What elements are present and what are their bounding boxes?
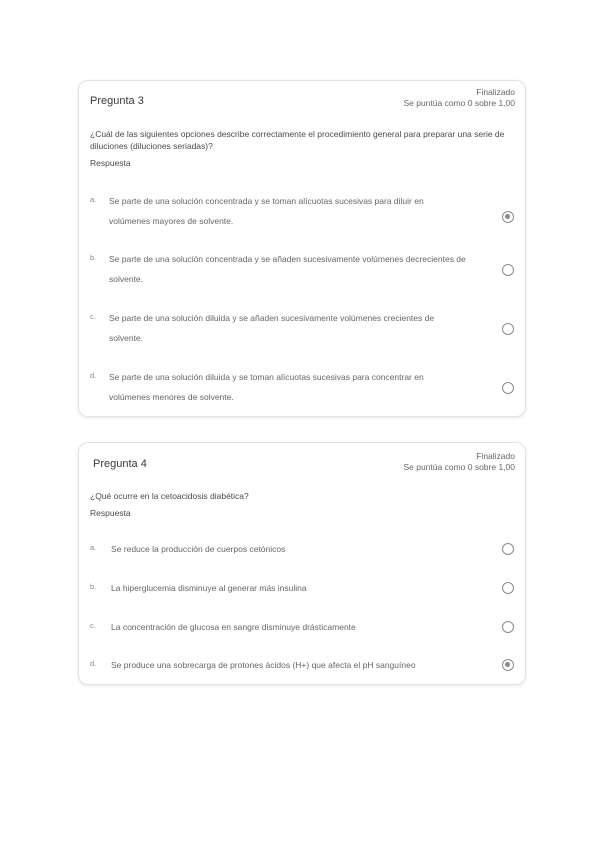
answer-option-a[interactable] bbox=[79, 191, 525, 231]
option-letter: b. bbox=[90, 582, 97, 591]
option-letter: c. bbox=[90, 312, 96, 321]
score-text: Se puntúa como 0 sobre 1,00 bbox=[403, 98, 515, 108]
answer-option-c[interactable] bbox=[79, 308, 525, 348]
option-radio[interactable] bbox=[502, 543, 514, 555]
question-text: ¿Cuál de las siguientes opciones describe correctamente el procedimiento general para preparar una serie de diluciones (diluciones seriadas)? bbox=[90, 129, 505, 151]
option-radio[interactable] bbox=[502, 621, 514, 633]
question-title: Pregunta 4 bbox=[93, 458, 147, 470]
option-letter: a. bbox=[90, 195, 97, 204]
answer-option-d[interactable] bbox=[79, 367, 525, 407]
option-text: La concentración de glucosa en sangre disminuye drásticamente bbox=[111, 622, 356, 632]
answer-option-c[interactable] bbox=[79, 617, 525, 637]
option-text: Se parte de una solución diluida y se añaden sucesivamente volúmenes crecientes de solvente. bbox=[109, 313, 435, 343]
answer-option-b[interactable] bbox=[79, 249, 525, 289]
question-status bbox=[403, 451, 515, 473]
option-radio[interactable] bbox=[502, 211, 514, 223]
response-label: Respuesta bbox=[90, 158, 131, 168]
response-label: Respuesta bbox=[90, 508, 131, 518]
option-letter: d. bbox=[90, 371, 97, 380]
option-text: Se parte de una solución concentrada y se toman alícuotas sucesivas para diluir en volúmenes mayores de solvente. bbox=[109, 196, 424, 226]
option-radio[interactable] bbox=[502, 659, 514, 671]
status-text: Finalizado bbox=[476, 451, 515, 461]
answer-option-a[interactable] bbox=[79, 539, 525, 559]
status-text: Finalizado bbox=[476, 87, 515, 97]
option-text: Se produce una sobrecarga de protones ácidos (H+) que afecta el pH sanguíneo bbox=[111, 660, 416, 670]
question-title: Pregunta 3 bbox=[90, 95, 144, 107]
question-card-4 bbox=[78, 442, 526, 685]
answer-option-d[interactable] bbox=[79, 655, 525, 675]
option-letter: c. bbox=[90, 621, 96, 630]
option-text: La hiperglucemia disminuye al generar más insulina bbox=[111, 583, 307, 593]
option-letter: a. bbox=[90, 543, 97, 552]
option-radio[interactable] bbox=[502, 582, 514, 594]
option-letter: d. bbox=[90, 659, 97, 668]
option-text: Se parte de una solución concentrada y se añaden sucesivamente volúmenes decrecientes de solvente. bbox=[109, 254, 466, 284]
option-text: Se reduce la producción de cuerpos cetónicos bbox=[111, 544, 286, 554]
option-radio[interactable] bbox=[502, 382, 514, 394]
score-text: Se puntúa como 0 sobre 1,00 bbox=[403, 462, 515, 472]
option-text: Se parte de una solución diluida y se toman alícuotas sucesivas para concentrar en volúmenes menores de solvente. bbox=[109, 372, 424, 402]
option-radio[interactable] bbox=[502, 323, 514, 335]
question-text: ¿Qué ocurre en la cetoacidosis diabética? bbox=[90, 491, 249, 501]
question-card-3 bbox=[78, 80, 526, 417]
question-status bbox=[403, 87, 515, 109]
option-radio[interactable] bbox=[502, 264, 514, 276]
option-letter: b. bbox=[90, 253, 97, 262]
answer-option-b[interactable] bbox=[79, 578, 525, 598]
